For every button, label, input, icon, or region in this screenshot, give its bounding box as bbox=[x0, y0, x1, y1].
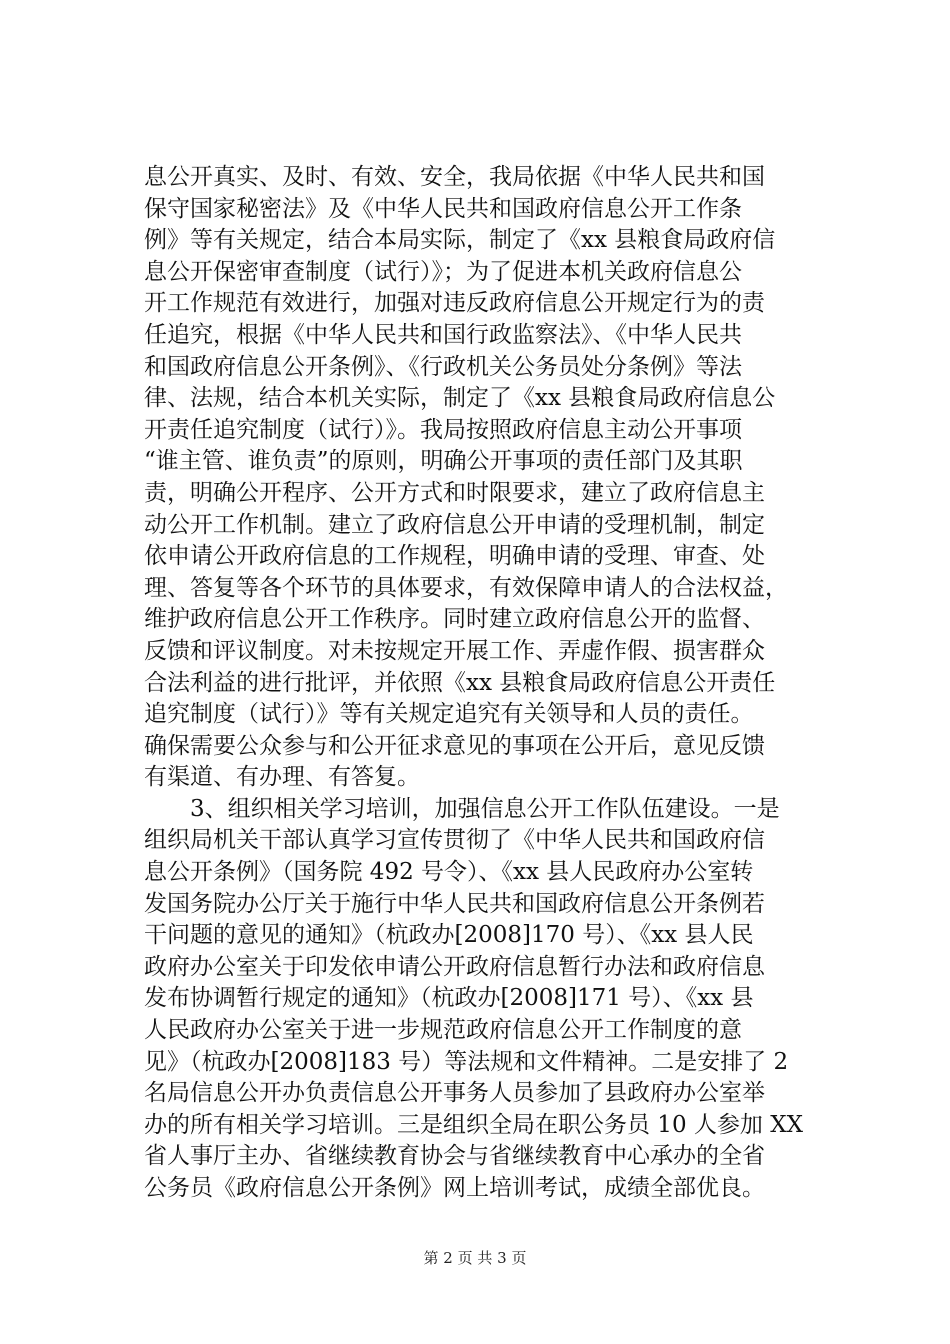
text-line: 动公开工作机制。建立了政府信息公开申请的受理机制，制定 bbox=[144, 511, 765, 538]
text-line: 政府办公室关于印发依申请公开政府信息暂行办法和政府信息 bbox=[144, 953, 765, 980]
text-line: 名局信息公开办负责信息公开事务人员参加了县政府办公室举 bbox=[144, 1080, 765, 1107]
text-line: 责，明确公开程序、公开方式和时限要求，建立了政府信息主 bbox=[144, 479, 765, 506]
text-line: 有渠道、有办理、有答复。 bbox=[144, 764, 420, 791]
text-line: 反馈和评议制度。对未按规定开展工作、弄虚作假、损害群众 bbox=[144, 637, 765, 664]
text-line: 追究制度（试行）》等有关规定追究有关领导和人员的责任。 bbox=[144, 701, 754, 728]
text-line: 理、答复等各个环节的具体要求，有效保障申请人的合法权益， bbox=[144, 574, 788, 601]
text-line: 确保需要公众参与和公开征求意见的事项在公开后，意见反馈 bbox=[144, 732, 765, 759]
text-line: 3、组织相关学习培训，加强信息公开工作队伍建设。一是 bbox=[144, 795, 780, 822]
text-line: 任追究，根据《中华人民共和国行政监察法》、《中华人民共 bbox=[144, 321, 742, 348]
text-line: 息公开保密审查制度（试行）》；为了促进本机关政府信息公 bbox=[144, 258, 742, 285]
text-line: 干问题的意见的通知》（杭政办[2008]170 号）、《xx 县人民 bbox=[144, 922, 754, 949]
text-line: 发布协调暂行规定的通知》（杭政办[2008]171 号）、《xx 县 bbox=[144, 985, 754, 1012]
text-line: 见》（杭政办[2008]183 号）等法规和文件精神。二是安排了 2 bbox=[144, 1048, 789, 1075]
text-line: 依申请公开政府信息的工作规程，明确申请的受理、审查、处 bbox=[144, 543, 765, 570]
text-line: 组织局机关干部认真学习宣传贯彻了《中华人民共和国政府信 bbox=[144, 827, 765, 854]
text-line: 人民政府办公室关于进一步规范政府信息公开工作制度的意 bbox=[144, 1017, 742, 1044]
text-line: 开工作规范有效进行，加强对违反政府信息公开规定行为的责 bbox=[144, 290, 765, 317]
text-line: 和国政府信息公开条例》、《行政机关公务员处分条例》等法 bbox=[144, 353, 742, 380]
text-line: 省人事厅主办、省继续教育协会与省继续教育中心承办的全省 bbox=[144, 1143, 765, 1170]
text-line: 息公开真实、及时、有效、安全，我局依据《中华人民共和国 bbox=[144, 164, 765, 190]
text-line: 发国务院办公厅关于施行中华人民共和国政府信息公开条例若 bbox=[144, 890, 765, 917]
page-footer: 第 2 页 共 3 页 bbox=[423, 1249, 527, 1267]
text-line: 律、法规，结合本机关实际，制定了《xx 县粮食局政府信息公 bbox=[144, 385, 776, 412]
text-line: 开责任追究制度（试行）》。我局按照政府信息主动公开事项 bbox=[144, 416, 742, 443]
text-line: 保守国家秘密法》及《中华人民共和国政府信息公开工作条 bbox=[144, 195, 742, 222]
text-line: 公务员《政府信息公开条例》网上培训考试，成绩全部优良。 bbox=[144, 1175, 765, 1201]
text-line: 合法利益的进行批评，并依照《xx 县粮食局政府信息公开责任 bbox=[144, 669, 776, 696]
text-line: 维护政府信息公开工作秩序。同时建立政府信息公开的监督、 bbox=[144, 606, 765, 633]
body-text bbox=[144, 162, 810, 1205]
text-line: “谁主管、谁负责”的原则，明确公开事项的责任部门及其职 bbox=[144, 448, 743, 475]
text-line: 息公开条例》（国务院 492 号令）、《xx 县人民政府办公室转 bbox=[144, 859, 754, 886]
text-line: 例》等有关规定，结合本局实际，制定了《xx 县粮食局政府信 bbox=[144, 227, 776, 254]
text-line: 办的所有相关学习培训。三是组织全局在职公务员 10 人参加 XX bbox=[144, 1111, 803, 1138]
